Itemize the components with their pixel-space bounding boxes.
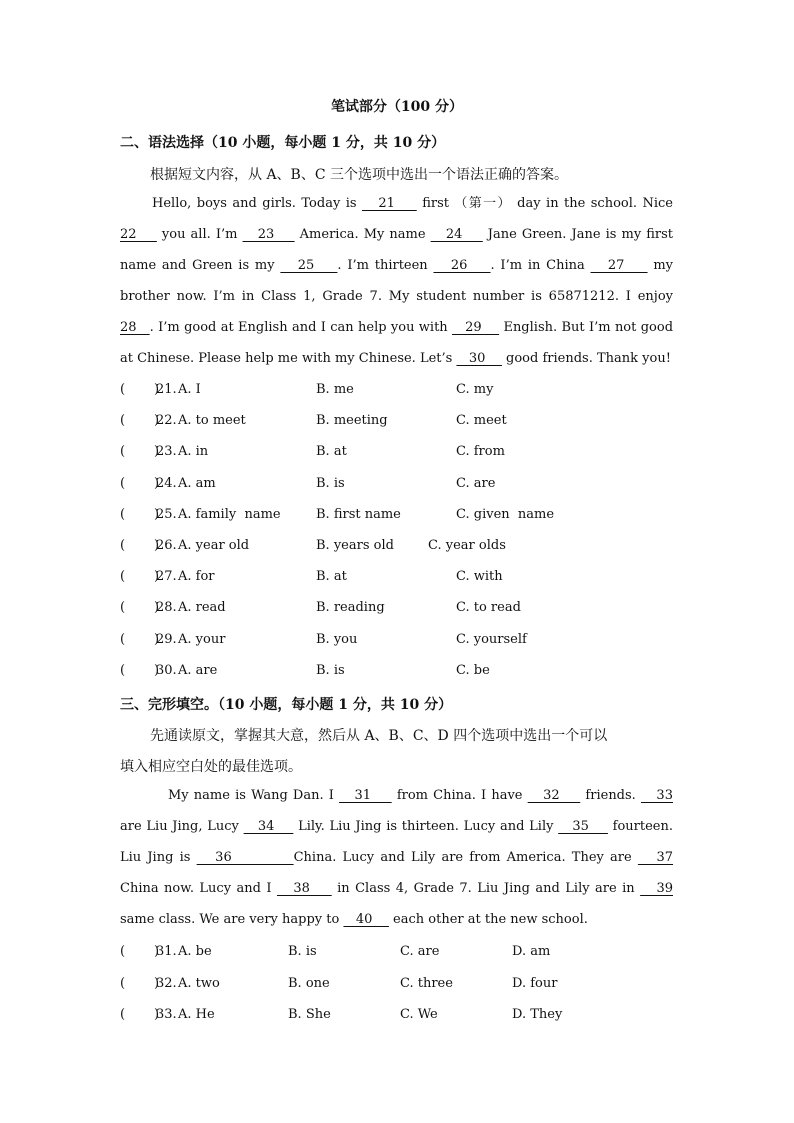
question-number: 28. <box>156 600 177 616</box>
question-number: 32. <box>156 975 177 991</box>
answer-paren[interactable]: ( ) <box>120 944 160 959</box>
option-c: C. my <box>456 382 494 397</box>
option-a: A. for <box>178 569 215 585</box>
question-row <box>120 663 680 683</box>
option-a: A. I <box>178 382 201 397</box>
section3-passage-line <box>120 780 673 811</box>
answer-blank: 39 <box>640 881 674 896</box>
passage-text: at Chinese. Please help me with my Chinese. Let’s <box>120 351 457 366</box>
answer-blank: 26 <box>433 258 491 273</box>
answer-blank: 36 <box>196 850 294 865</box>
section2-passage-line <box>120 188 673 219</box>
answer-blank: 37 <box>637 850 674 865</box>
passage-text: English. But I’m not good <box>499 320 674 335</box>
option-c: C. We <box>400 1007 438 1022</box>
passage-text: America. My name <box>294 227 431 242</box>
option-a: A. to meet <box>178 413 246 429</box>
option-b: B. reading <box>316 600 385 616</box>
option-a: A. your <box>178 631 226 647</box>
answer-blank: 38 <box>276 881 332 896</box>
option-d: D. four <box>512 975 558 991</box>
question-row <box>120 632 680 652</box>
question-number: 26. <box>156 538 177 553</box>
option-d: D. am <box>512 944 551 959</box>
passage-text: China now. Lucy and I <box>120 881 277 896</box>
answer-blank: 34 <box>243 819 294 834</box>
passage-text: each other at the new school. <box>388 912 588 927</box>
option-b: B. is <box>316 662 345 678</box>
option-b: B. meeting <box>316 413 388 429</box>
answer-paren[interactable]: ( ) <box>120 1007 160 1022</box>
section2-instruction: 根据短文内容，从 A、B、C 三个选项中选出一个语法正确的答案。 <box>150 167 569 183</box>
question-row <box>120 476 680 496</box>
answer-blank: 35 <box>558 819 608 834</box>
section3-instruction-line1: 先通读原文，掌握其大意，然后从 A、B、C、D 四个选项中选出一个可以 <box>150 728 608 744</box>
answer-paren[interactable]: ( ) <box>120 975 160 991</box>
answer-paren[interactable]: ( ) <box>120 413 160 429</box>
option-b: B. years old <box>316 538 394 553</box>
answer-blank: 29 <box>452 320 500 335</box>
answer-blank: 31 <box>339 788 392 803</box>
section3-passage <box>120 780 673 935</box>
passage-text: Liu Jing is <box>120 850 197 865</box>
answer-blank: 32 <box>527 788 581 803</box>
section3-passage-line <box>120 842 673 873</box>
question-number: 21. <box>156 382 177 397</box>
answer-paren[interactable]: ( ) <box>120 569 160 585</box>
passage-text: Lily. Liu Jing is thirteen. Lucy and Lily <box>293 819 559 834</box>
option-c: C. to read <box>456 600 521 616</box>
option-c: C. be <box>456 662 490 678</box>
option-b: B. first name <box>316 506 401 522</box>
passage-text: Jane Green. Jane is my first <box>482 227 674 242</box>
answer-paren[interactable]: ( ) <box>120 600 160 616</box>
question-row <box>120 944 680 964</box>
question-row <box>120 382 680 402</box>
question-row <box>120 507 680 527</box>
passage-text: from China. I have <box>391 788 528 803</box>
passage-text: you all. I’m <box>156 227 243 242</box>
option-c: C. are <box>456 475 496 491</box>
question-row <box>120 1007 680 1027</box>
answer-blank: 23 <box>242 227 295 242</box>
section2-passage <box>120 188 673 374</box>
option-c: C. three <box>400 975 453 991</box>
question-number: 23. <box>156 444 177 460</box>
option-b: B. is <box>288 944 317 959</box>
option-c: C. year olds <box>428 538 506 553</box>
option-a: A. year old <box>178 538 250 553</box>
option-d: D. They <box>512 1007 563 1022</box>
option-a: A. two <box>178 975 220 991</box>
section3-passage-line <box>120 873 673 904</box>
section3-passage-line <box>120 811 673 842</box>
passage-text: brother now. I’m in Class 1, Grade 7. My student number is 65871212. I enjoy <box>120 289 673 304</box>
option-b: B. one <box>288 975 330 991</box>
answer-paren[interactable]: ( ) <box>120 631 160 647</box>
question-row <box>120 444 680 464</box>
passage-text: My name is Wang Dan. I <box>168 788 340 803</box>
section2-passage-line <box>120 281 673 312</box>
passage-text: . I’m good at English and I can help you with <box>149 320 453 335</box>
option-c: C. from <box>456 444 505 460</box>
answer-blank: 40 <box>343 912 389 927</box>
section2-passage-line <box>120 250 673 281</box>
question-row <box>120 538 680 558</box>
option-a: A. be <box>178 944 212 959</box>
question-row <box>120 600 680 620</box>
option-b: B. you <box>316 631 358 647</box>
question-row <box>120 569 680 589</box>
section2-passage-line <box>120 343 673 374</box>
option-a: A. are <box>178 662 218 678</box>
answer-blank: 25 <box>280 258 338 273</box>
question-row <box>120 413 680 433</box>
question-number: 31. <box>156 944 177 959</box>
option-c: C. meet <box>456 413 507 429</box>
question-number: 33. <box>156 1007 177 1022</box>
answer-paren[interactable]: ( ) <box>120 538 160 553</box>
option-a: A. read <box>178 600 226 616</box>
question-row <box>120 976 680 996</box>
passage-text: first （第一） day in the school. Nice <box>416 196 673 211</box>
section3-instruction-line2: 填入相应空白处的最佳选项。 <box>120 759 302 775</box>
answer-paren[interactable]: ( ) <box>120 444 160 460</box>
passage-text: my <box>647 258 674 273</box>
passage-text: Hello, boys and girls. Today is <box>152 196 363 211</box>
answer-paren[interactable]: ( ) <box>120 506 160 522</box>
option-c: C. are <box>400 944 440 959</box>
option-b: B. me <box>316 382 354 397</box>
section2-passage-line <box>120 312 673 343</box>
answer-paren[interactable]: ( ) <box>120 662 160 678</box>
option-b: B. at <box>316 569 347 585</box>
question-number: 27. <box>156 569 177 585</box>
answer-blank: 22 <box>120 227 157 242</box>
section3-passage-line <box>120 904 673 935</box>
passage-text: name and Green is my <box>120 258 281 273</box>
option-a: A. in <box>178 444 209 460</box>
question-number: 25. <box>156 506 177 522</box>
answer-blank: 27 <box>590 258 648 273</box>
passage-text: same class. We are very happy to <box>120 912 344 927</box>
answer-paren[interactable]: ( ) <box>120 475 160 491</box>
option-a: A. family name <box>178 506 281 522</box>
passage-text: . I’m in China <box>490 258 591 273</box>
option-a: A. am <box>178 475 216 491</box>
question-number: 29. <box>156 631 177 647</box>
passage-text: are Liu Jing, Lucy <box>120 819 244 834</box>
passage-text: friends. <box>580 788 641 803</box>
section3-heading: 三、完形填空。（10 小题，每小题 1 分，共 10 分） <box>120 697 453 713</box>
option-b: B. at <box>316 444 347 460</box>
passage-text: good friends. Thank you! <box>501 351 671 366</box>
option-b: B. She <box>288 1007 331 1022</box>
passage-text: . I’m thirteen <box>337 258 434 273</box>
answer-blank: 21 <box>362 196 417 211</box>
option-a: A. He <box>178 1007 215 1022</box>
option-b: B. is <box>316 475 345 491</box>
answer-blank: 24 <box>430 227 483 242</box>
question-number: 30. <box>156 662 177 678</box>
question-number: 24. <box>156 475 177 491</box>
option-c: C. yourself <box>456 631 527 647</box>
section2-passage-line <box>120 219 673 250</box>
passage-text: in Class 4, Grade 7. Liu Jing and Lily are in <box>331 881 641 896</box>
section2-heading: 二、语法选择（10 小题，每小题 1 分，共 10 分） <box>120 135 446 151</box>
answer-blank: 28 <box>120 320 150 335</box>
passage-text: fourteen. <box>607 819 673 834</box>
option-c: C. with <box>456 569 503 585</box>
option-c: C. given name <box>456 506 555 522</box>
passage-text: China. Lucy and Lily are from America. They are <box>293 850 638 865</box>
answer-paren[interactable]: ( ) <box>120 382 160 397</box>
answer-blank: 30 <box>456 351 502 366</box>
question-number: 22. <box>156 413 177 429</box>
answer-blank: 33 <box>640 788 673 803</box>
page-title: 笔试部分（100 分） <box>330 99 464 115</box>
